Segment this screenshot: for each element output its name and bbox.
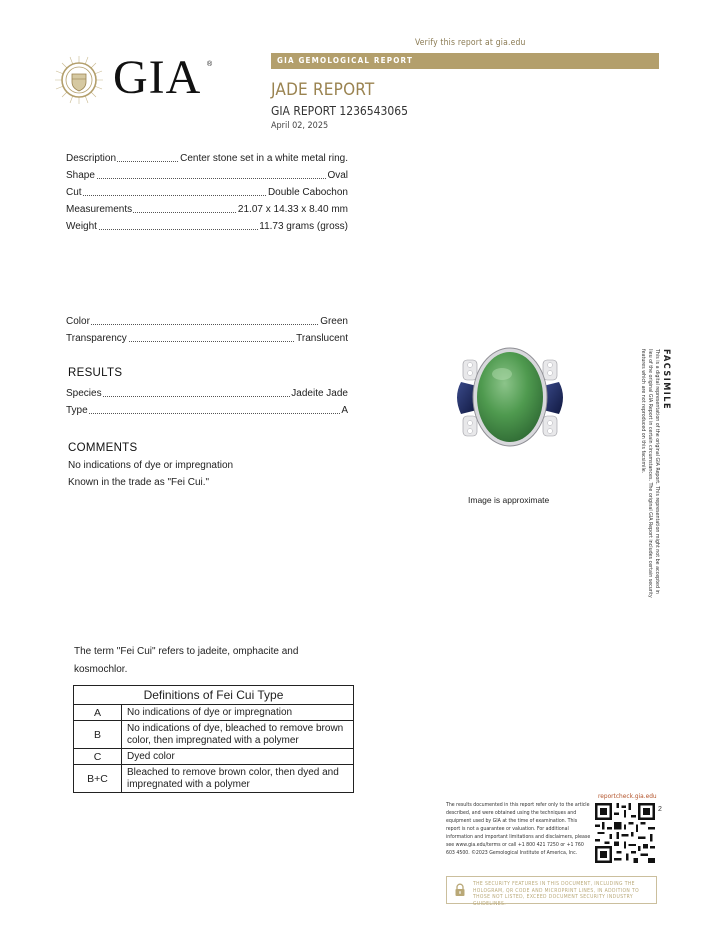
detail-label: Description [66, 153, 117, 164]
type-description: No indications of dye, bleached to remove brown color, then impregnated with a polymer [122, 721, 354, 749]
registered-mark: ® [207, 61, 213, 68]
page-number: 2 [658, 806, 662, 813]
detail-row-weight [66, 220, 348, 234]
security-features-box [446, 876, 657, 907]
facsimile-text: This is a digital representation of the original GIA Report. This representation might not be accepted in lieu of the original GIA Report in certain circumstances. The original GIA Report includes certain security features which are not reproduced on this facsimile. [640, 349, 660, 598]
type-description: Dyed color [122, 749, 354, 765]
table-row [74, 749, 354, 765]
type-description: Bleached to remove brown color, then dyed and impregnated with a polymer [122, 765, 354, 793]
detail-value: Translucent [296, 333, 348, 344]
type-code: C [74, 749, 122, 765]
reportcheck-link[interactable]: reportcheck.gia.edu [598, 792, 657, 800]
type-code: B [74, 721, 122, 749]
comments-heading: COMMENTS [68, 442, 138, 454]
qr-code-icon[interactable] [595, 803, 655, 863]
security-features-text: THE SECURITY FEATURES IN THIS DOCUMENT, INCLUDING THE HOLOGRAM, QR CODE AND MICROPRINT LINES, IN ADDITION TO THOSE NOT LISTED, EXCEED DOCUMENT SECURITY INDUSTRY GUIDELINES. [473, 881, 640, 907]
detail-row-color [66, 315, 348, 329]
detail-row-description [66, 152, 348, 166]
result-label: Species [66, 388, 102, 399]
result-row-type [66, 404, 348, 418]
table-row [74, 765, 354, 793]
report-number: GIA REPORT 1236543065 [271, 104, 409, 118]
detail-value: 21.07 x 14.33 x 8.40 mm [237, 204, 348, 215]
definitions-table-title: Definitions of Fei Cui Type [74, 686, 354, 705]
detail-row-transparency [66, 332, 348, 346]
detail-value: Center stone set in a white metal ring. [180, 153, 348, 164]
results-heading: RESULTS [68, 367, 123, 379]
table-row [74, 721, 354, 749]
type-code: B+C [74, 765, 122, 793]
detail-value: Green [320, 316, 348, 327]
detail-value: 11.73 grams (gross) [259, 221, 348, 232]
result-value: Jadeite Jade [291, 388, 348, 399]
verify-link[interactable]: Verify this report at gia.edu [415, 38, 526, 48]
result-row-species [66, 387, 348, 401]
detail-label: Transparency [66, 333, 127, 344]
image-caption: Image is approximate [468, 495, 550, 505]
comment-line: No indications of dye or impregnation [68, 460, 234, 471]
detail-label: Color [66, 316, 90, 327]
table-row [74, 705, 354, 721]
facsimile-title: FACSIMILE [661, 349, 671, 410]
report-date: April 02, 2025 [271, 121, 329, 131]
facsimile-notice [639, 349, 671, 599]
detail-row-measurements [66, 203, 348, 217]
detail-label: Cut [66, 187, 82, 198]
fei-cui-intro: The term "Fei Cui" refers to jadeite, omphacite and kosmochlor. [74, 646, 299, 675]
gia-seal-icon [54, 55, 104, 105]
detail-label: Weight [66, 221, 97, 232]
detail-value: Oval [327, 170, 348, 181]
jade-ring-image [447, 342, 573, 452]
result-label: Type [66, 405, 88, 416]
result-value: A [341, 405, 348, 416]
lock-icon [453, 883, 467, 897]
gia-logo-text: GIA [113, 51, 202, 104]
detail-row-cut [66, 186, 348, 200]
type-description: No indications of dye or impregnation [122, 705, 354, 721]
detail-row-shape [66, 169, 348, 183]
report-title: JADE REPORT [271, 80, 375, 100]
definitions-table [73, 685, 354, 793]
report-banner: GIA GEMOLOGICAL REPORT [271, 53, 659, 69]
detail-label: Measurements [66, 204, 133, 215]
detail-label: Shape [66, 170, 95, 181]
disclaimer-text: The results documented in this report refer only to the article described, and were obtained using the techniques and equipment used by GIA at the time of examination. This report is not a guarantee or valuation. For additional information and important limitations and disclaimers, please see www.gia.edu/terms or call +1 800 421 7250 or +1 760 603 4500. ©2023 Gemological Institute of America, Inc. [446, 802, 591, 856]
detail-value: Double Cabochon [267, 187, 348, 198]
type-code: A [74, 705, 122, 721]
comment-line: Known in the trade as "Fei Cui." [68, 477, 210, 488]
